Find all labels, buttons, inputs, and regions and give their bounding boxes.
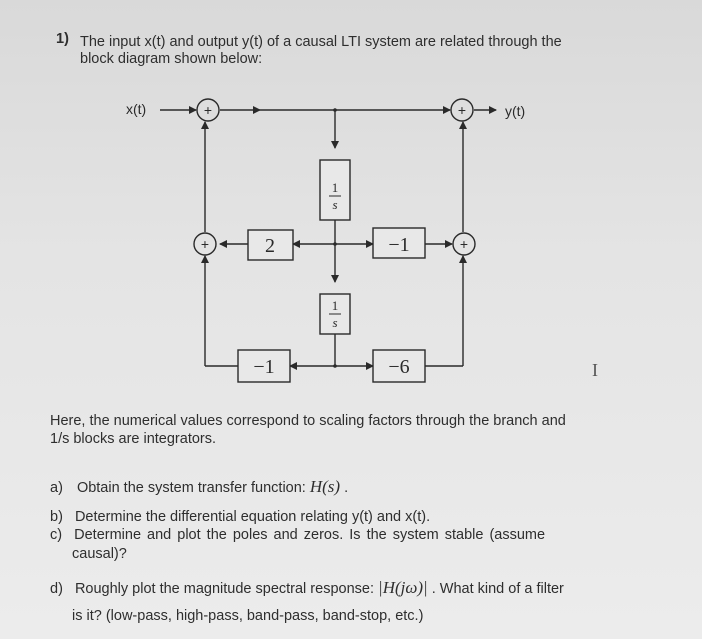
question-b-text: Determine the differential equation relating y(t) and x(t).: [74, 509, 431, 525]
gain-label-neg1-bottom: −1: [253, 356, 275, 378]
gain-label-neg6: −6: [388, 356, 410, 378]
question-c-line2: causal)?: [72, 546, 127, 562]
integrator-bottom-den: s: [332, 315, 338, 330]
problem-intro-line1: The input x(t) and output y(t) of a causal LTI system are related through the: [80, 34, 562, 50]
question-c-label: c): [50, 527, 63, 543]
input-label: x(t): [126, 101, 147, 117]
problem-number: 1): [56, 31, 69, 47]
question-a-math: H(s): [309, 477, 341, 496]
sum-symbol-output: +: [457, 102, 467, 118]
explanation-line2: 1/s blocks are integrators.: [50, 431, 217, 447]
integrator-bottom-num: 1: [331, 298, 339, 313]
question-a-tail: .: [344, 480, 349, 496]
question-a: [50, 477, 348, 498]
text-cursor-mark: I: [592, 360, 598, 380]
explanation-line1: Here, the numerical values correspond to scaling factors through the branch and: [50, 413, 566, 429]
integrator-top-num: 1: [331, 180, 339, 195]
question-a-text: Obtain the system transfer function:: [76, 480, 306, 496]
sum-symbol-input: +: [203, 102, 213, 118]
question-d-label: d): [50, 581, 63, 597]
question-b-label: b): [50, 509, 63, 525]
output-label: y(t): [505, 103, 526, 119]
question-d-line2: is it? (low-pass, high-pass, band-pass, band-stop, etc.): [72, 608, 424, 624]
gain-label-2: 2: [265, 235, 275, 257]
problem-intro-line2: block diagram shown below:: [80, 51, 263, 67]
question-b: [50, 508, 430, 527]
sum-symbol-right: +: [459, 236, 469, 252]
integrator-top-den: s: [332, 197, 338, 212]
question-d-text: Roughly plot the magnitude spectral response:: [74, 581, 374, 597]
question-c: [50, 526, 640, 545]
question-c-line1: Determine and plot the poles and zeros. Is the system stable (assume: [74, 527, 546, 543]
question-d-tail: . What kind of a filter: [431, 581, 564, 597]
question-a-label: a): [50, 480, 63, 496]
gain-label-neg1-top: −1: [388, 234, 410, 256]
sum-symbol-left: +: [200, 236, 210, 252]
question-d: [50, 578, 564, 599]
question-d-math: |H(jω)|: [378, 578, 428, 597]
